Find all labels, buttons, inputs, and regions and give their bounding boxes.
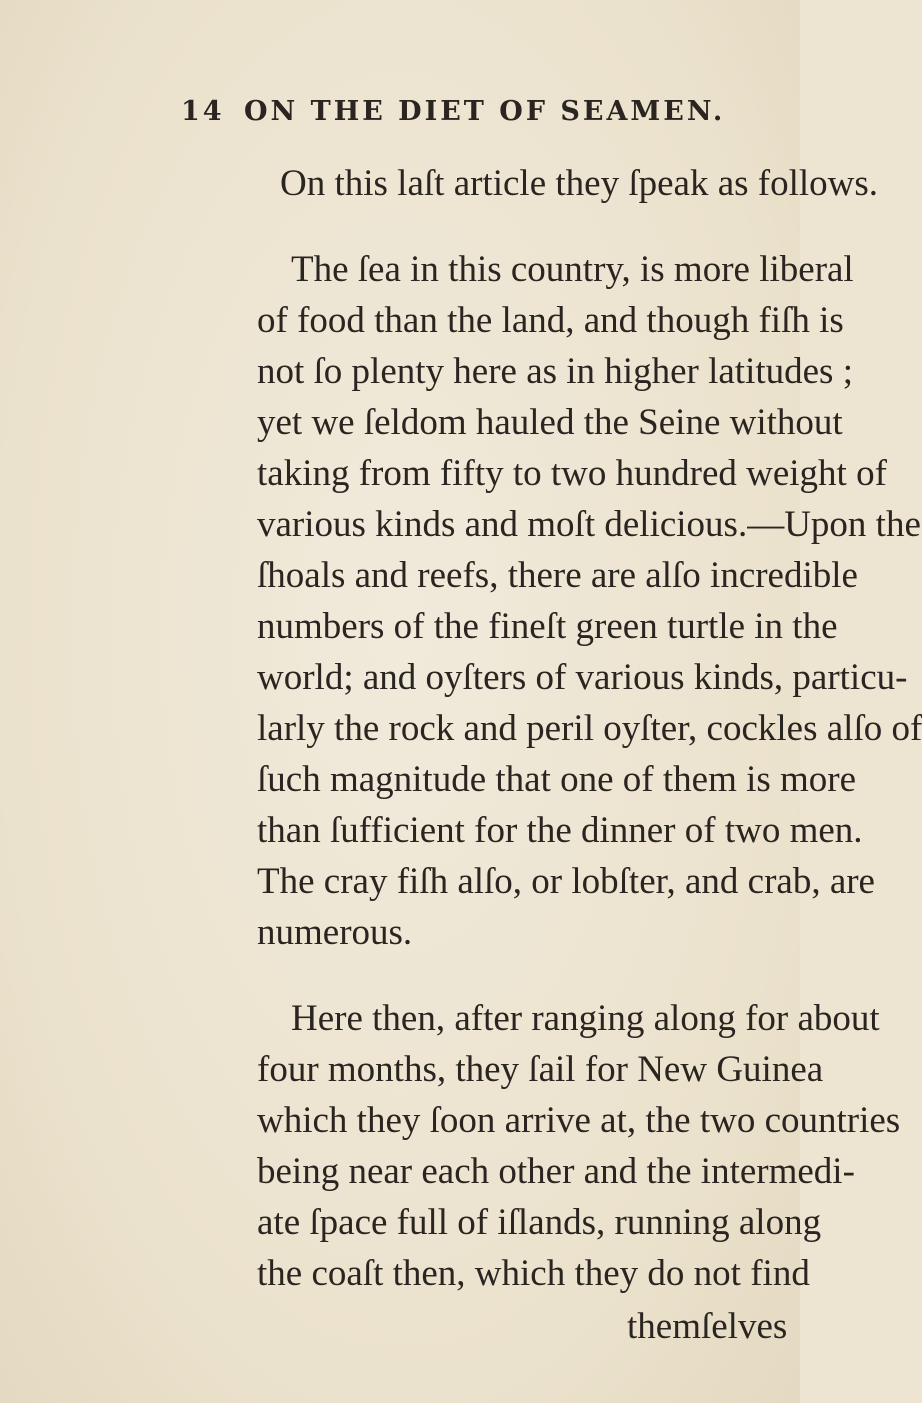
text-line: numerous. <box>257 912 413 953</box>
text-line: The cray fiſh alſo, or lobſter, and crab, are <box>257 861 875 902</box>
text-line: taking from fifty to two hundred weight of <box>257 453 887 494</box>
text-line: Here then, after ranging along for about <box>291 998 880 1039</box>
text-line: of food than the land, and though fiſh is <box>257 300 844 341</box>
text-line: On this laſt article they ſpeak as follows. <box>280 163 879 204</box>
text-line: which they ſoon arrive at, the two countries <box>257 1100 901 1141</box>
text-line: The ſea in this country, is more liberal <box>291 249 854 290</box>
text-line: yet we ſeldom hauled the Seine without <box>257 402 843 443</box>
text-line: not ſo plenty here as in higher latitudes ; <box>257 351 853 392</box>
text-line: than ſufficient for the dinner of two men. <box>257 810 863 851</box>
text-line: the coaſt then, which they do not find <box>257 1253 810 1294</box>
text-line: various kinds and moſt delicious.—Upon the <box>257 504 921 545</box>
text-line: ate ſpace full of iſlands, running along <box>257 1202 822 1243</box>
text-line: four months, they ſail for New Guinea <box>257 1049 824 1090</box>
running-head <box>181 96 761 136</box>
text-line: numbers of the fineſt green turtle in the <box>257 606 838 647</box>
text-line: being near each other and the intermedi- <box>257 1151 855 1192</box>
running-title: ON THE DIET OF SEAMEN. <box>244 96 726 127</box>
page-number: 14 <box>181 96 225 127</box>
text-line: ſhoals and reefs, there are alſo incredible <box>257 555 858 596</box>
text-line: larly the rock and peril oyſter, cockles alſo of <box>257 708 922 749</box>
catchword: themſelves <box>627 1306 788 1347</box>
text-line: ſuch magnitude that one of them is more <box>257 759 857 800</box>
text-line: world; and oyſters of various kinds, particu- <box>257 657 908 698</box>
